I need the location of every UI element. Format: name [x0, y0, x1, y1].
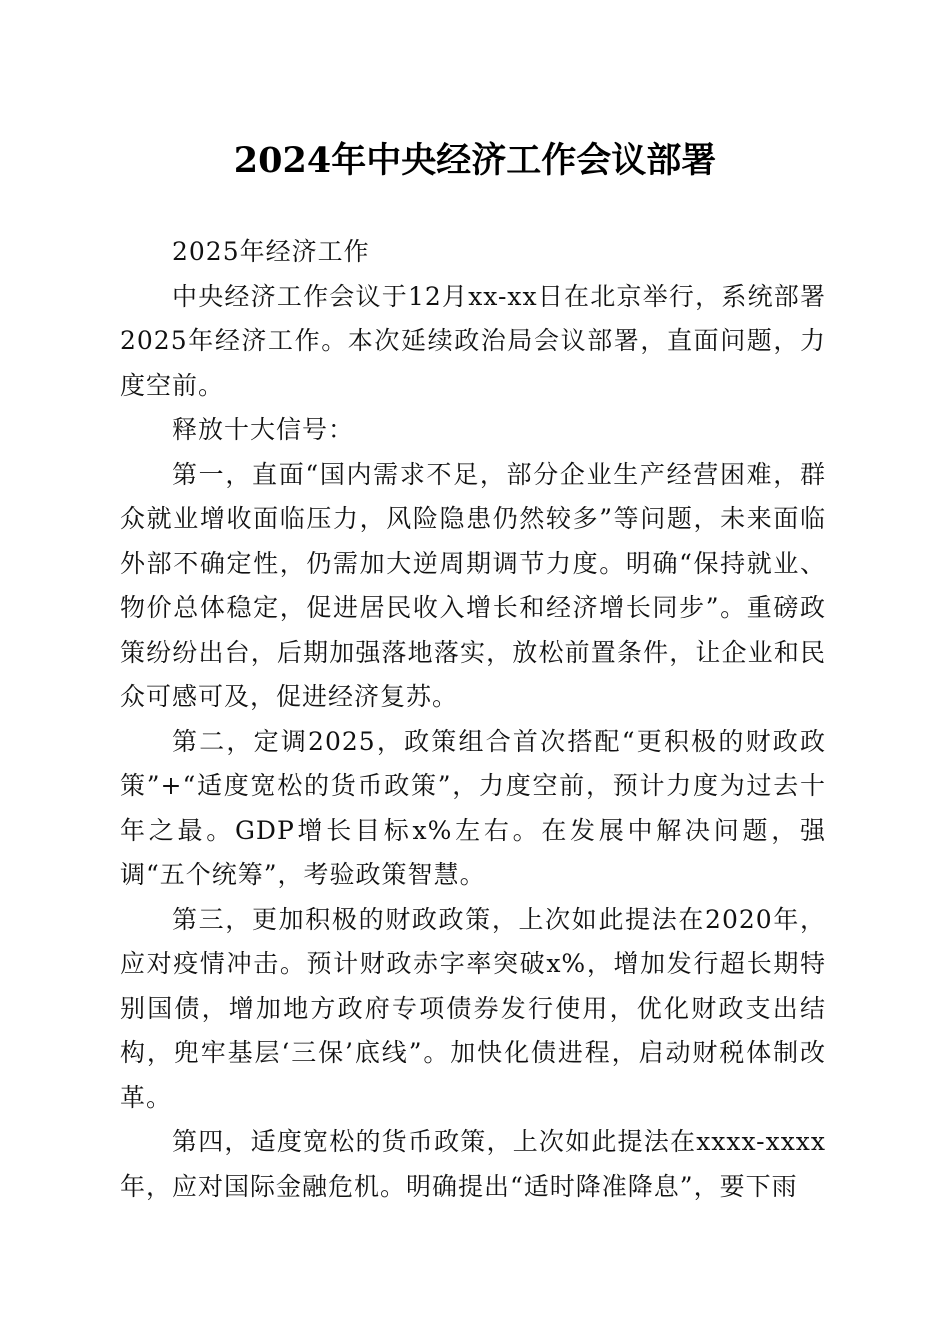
document-body [120, 230, 826, 1209]
paragraph-intro: 中央经济工作会议于12月xx-xx日在北京举行，系统部署2025年经济工作。本次延续政治局会议部署，直面问题，力度空前。 [120, 281, 826, 400]
paragraph-point-4: 第四，适度宽松的货币政策，上次如此提法在xxxx-xxxx年，应对国际金融危机。明确提出“适时降准降息”，要下雨 [120, 1127, 826, 1201]
paragraph-heading: 2025年经济工作 [172, 237, 370, 266]
paragraph-point-2: 第二，定调2025，政策组合首次搭配“更积极的财政政策”+“适度宽松的货币政策”，力度空前，预计力度为过去十年之最。GDP增长目标x%左右。在发展中解决问题，强调“五个统筹”，考验政策智慧。 [120, 726, 826, 889]
paragraph-point-1: 第一，直面“国内需求不足，部分企业生产经营困难，群众就业增收面临压力，风险隐患仍然较多”等问题，未来面临外部不确定性，仍需加大逆周期调节力度。明确“保持就业、物价总体稳定，促进居民收入增长和经济增长同步”。重磅政策纷纷出台，后期加强落地落实，放松前置条件，让企业和民众可感可及，促进经济复苏。 [120, 459, 826, 711]
paragraph-signals-label: 释放十大信号： [172, 415, 355, 444]
paragraph-point-3: 第三，更加积极的财政政策，上次如此提法在2020年，应对疫情冲击。预计财政赤字率突破x%，增加发行超长期特别国债，增加地方政府专项债券发行使用，优化财政支出结构，兜牢基层‘三保’底线”。加快化债进程，启动财税体制改革。 [120, 904, 826, 1112]
document-title: 2024年中央经济工作会议部署 [233, 140, 717, 181]
